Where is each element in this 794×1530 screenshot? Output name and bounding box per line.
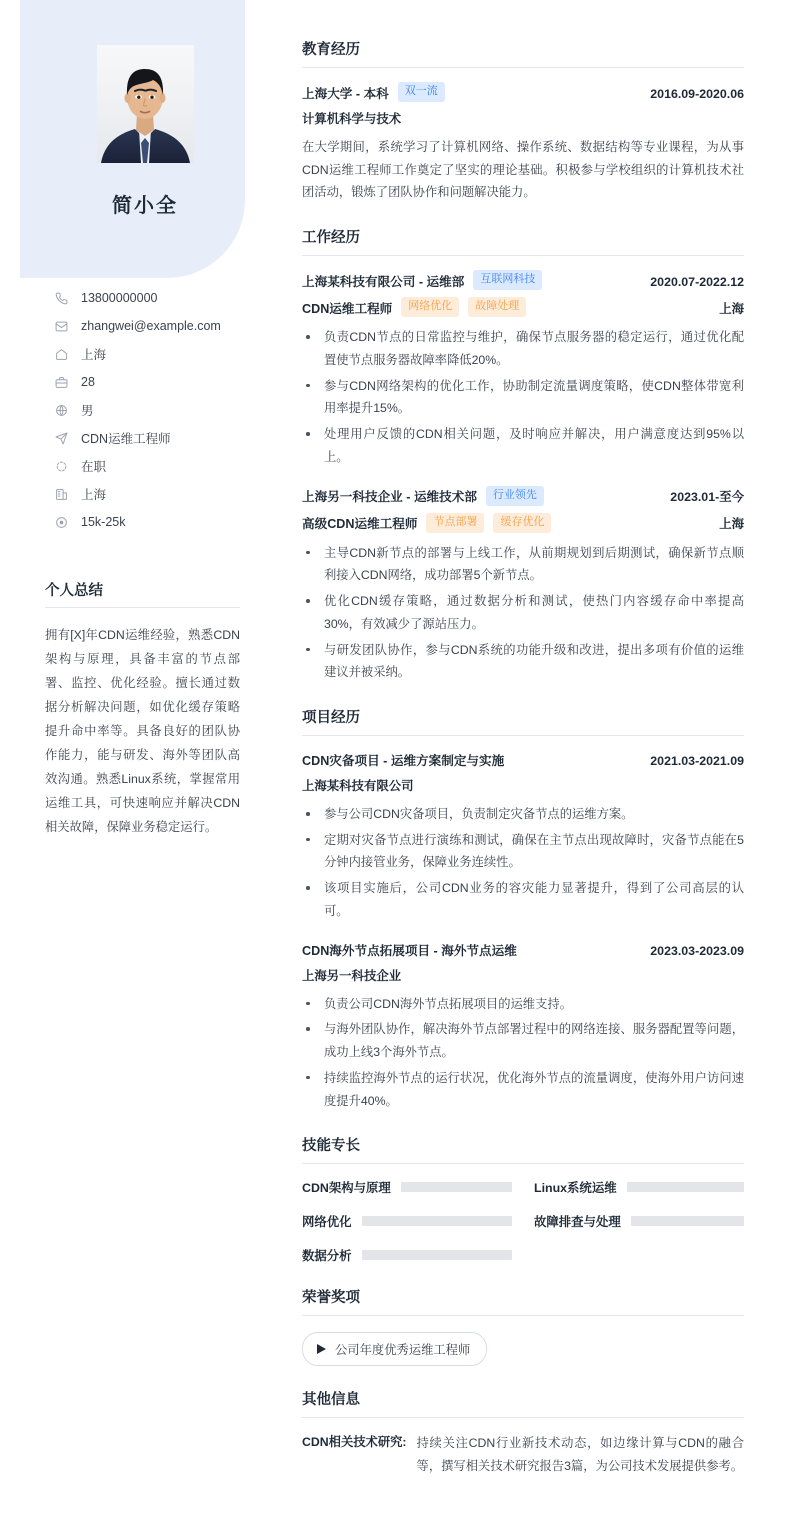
target-icon [55,516,73,529]
contact-item-salary [55,508,290,536]
project-entry [302,940,744,1113]
work-role: CDN运维工程师 [302,301,393,316]
bullet-item: 该项目实施后，公司CDN业务的容灾能力显著提升，得到了公司高层的认可。 [302,877,744,922]
person-name: 简小全 [112,195,178,217]
work-bullets [302,326,744,468]
other-value: 持续关注CDN行业新技术动态，如边缘计算与CDN的融合等，撰写相关技术研究报告3篇，为公司技术发展提供参考。 [416,1436,744,1474]
work-company-tag: 互联网科技 [473,270,542,290]
other-label: CDN相关技术研究: [302,1435,407,1450]
summary-text: 拥有[X]年CDN运维经验，熟悉CDN架构与原理，具备丰富的节点部署、监控、优化经验。擅长通过数据分析解决问题，如优化缓存策略提升命中率等。具备良好的团队协作能力，能与研发、海外等团队高效沟通。熟悉Linux系统，掌握常用运维工具，可快速响应并解决CDN相关故障，保障业务稳定运行。 [45,628,240,834]
contact-item-status [55,452,290,480]
education-entry [302,82,744,204]
work-company: 上海另一科技企业 - 运维技术部 [302,490,477,505]
work-date: 2023.01-至今 [670,490,744,505]
work-entry [302,270,744,468]
status-icon [55,460,73,473]
skill-progress-bar [401,1182,512,1192]
bullet-item: 参与CDN网络架构的优化工作，协助制定流量调度策略，使CDN整体带宽利用率提升15%。 [302,375,744,420]
section-skills [302,1134,744,1264]
skill-label: 数据分析 [302,1249,352,1264]
bullet-item: 优化CDN缓存策略，通过数据分析和测试，使热门内容缓存命中率提高30%，有效减少了源站压力。 [302,590,744,635]
work-role: 高级CDN运维工程师 [302,517,418,532]
skill-progress-bar [362,1250,512,1260]
bullet-item: 负责CDN节点的日常监控与维护，确保节点服务器的稳定运行，通过优化配置使节点服务器故障率降低20%。 [302,326,744,371]
phone-icon [55,292,73,305]
contact-item-workplace [55,480,290,508]
honor-badge[interactable] [302,1332,487,1366]
bullet-item: 持续监控海外节点的运行状况，优化海外节点的流量调度，使海外用户访问速度提升40%。 [302,1067,744,1112]
gender-icon [55,404,73,417]
work-role-tag: 网络优化 [401,297,459,317]
bullet-item: 与研发团队协作，参与CDN系统的功能升级和改进，提出多项有价值的运维建议并被采纳。 [302,639,744,684]
skill-label: 网络优化 [302,1215,352,1230]
project-company: 上海另一科技企业 [302,968,402,983]
project-company: 上海某科技有限公司 [302,779,414,794]
work-location: 上海 [719,517,744,532]
work-role-tag: 节点部署 [426,513,484,533]
section-projects [302,706,744,1112]
contact-item-phone [55,284,290,312]
section-work [302,226,744,684]
skill-progress-bar [627,1182,744,1192]
section-education [302,38,744,204]
bullet-item: 与海外团队协作，解决海外节点部署过程中的网络连接、服务器配置等问题，成功上线3个海外节点。 [302,1018,744,1063]
skill-item [534,1178,744,1196]
project-date: 2021.03-2021.09 [650,754,744,769]
contact-value: 15k-25k [81,515,126,529]
education-description: 在大学期间，系统学习了计算机网络、操作系统、数据结构等专业课程，为从事CDN运维工程师工作奠定了坚实的理论基础。积极参与学校组织的计算机技术社团活动，锻炼了团队协作和问题解决能力。 [302,140,744,200]
skill-label: CDN架构与原理 [302,1181,391,1196]
summary-title: 个人总结 [45,579,240,608]
work-entry [302,486,744,684]
section-title: 项目经历 [302,706,744,736]
section-title: 其他信息 [302,1388,744,1418]
skill-item [534,1212,744,1230]
contact-value: 男 [81,404,94,418]
skills-grid [302,1178,744,1264]
contact-value: 上海 [81,348,107,362]
section-other [302,1388,744,1477]
section-title: 工作经历 [302,226,744,256]
skill-progress-bar [362,1216,512,1226]
contact-value: zhangwei@example.com [81,319,221,333]
work-date: 2020.07-2022.12 [650,274,744,289]
education-tag: 双一流 [398,82,445,102]
contact-value: 上海 [81,488,107,502]
skill-label: 故障排查与处理 [534,1215,621,1230]
contact-value: 在职 [81,460,107,474]
work-bullets [302,542,744,684]
education-date: 2016.09-2020.06 [650,86,744,101]
honor-label: 公司年度优秀运维工程师 [335,1343,471,1358]
section-honors [302,1286,744,1366]
bullet-item: 处理用户反馈的CDN相关问题，及时响应并解决，用户满意度达到95%以上。 [302,423,744,468]
section-title: 技能专长 [302,1134,744,1164]
project-title: CDN灾备项目 - 运维方案制定与实施 [302,754,505,769]
photo-container [0,0,290,163]
home-icon [55,348,73,361]
summary-section [0,579,290,840]
education-school: 上海大学 - 本科 [302,86,389,101]
project-entry [302,750,744,923]
bullet-item: 负责公司CDN海外节点拓展项目的运维支持。 [302,993,744,1016]
contact-item-age [55,368,290,396]
honor-list [302,1330,744,1366]
project-bullets [302,803,744,923]
envelope-icon [55,320,73,333]
contact-value: 28 [81,375,95,389]
contact-item-position [55,424,290,452]
section-title: 荣誉奖项 [302,1286,744,1316]
section-title: 教育经历 [302,38,744,68]
contact-value: 13800000000 [81,291,158,305]
briefcase-icon [55,376,73,389]
work-role-tag: 缓存优化 [493,513,551,533]
work-company-tag: 行业领先 [486,486,544,506]
other-item [302,1432,744,1477]
sidebar [0,0,290,1530]
building-icon [55,488,73,501]
project-bullets [302,993,744,1113]
avatar [97,45,194,163]
work-location: 上海 [719,301,744,316]
main-content [290,0,794,1530]
skill-progress-bar [631,1216,744,1226]
bullet-item: 定期对灾备节点进行演练和测试，确保在主节点出现故障时，灾备节点能在5分钟内接管业务，保障业务连续性。 [302,829,744,874]
project-title: CDN海外节点拓展项目 - 海外节点运维 [302,943,517,958]
contact-item-gender [55,396,290,424]
contact-list [0,284,290,536]
skill-item [302,1178,512,1196]
skill-label: Linux系统运维 [534,1181,617,1196]
skill-item [302,1246,512,1264]
education-major: 计算机科学与技术 [302,112,402,126]
work-company: 上海某科技有限公司 - 运维部 [302,274,465,289]
contact-value: CDN运维工程师 [81,432,171,446]
work-role-tag: 故障处理 [468,297,526,317]
paper-plane-icon [55,432,73,445]
bullet-item: 参与公司CDN灾备项目，负责制定灾备节点的运维方案。 [302,803,744,826]
project-date: 2023.03-2023.09 [650,943,744,958]
bullet-item: 主导CDN新节点的部署与上线工作，从前期规划到后期测试，确保新节点顺利接入CDN网络，成功部署5个新节点。 [302,542,744,587]
skill-item [302,1212,512,1230]
contact-item-email [55,312,290,340]
contact-item-location [55,340,290,368]
